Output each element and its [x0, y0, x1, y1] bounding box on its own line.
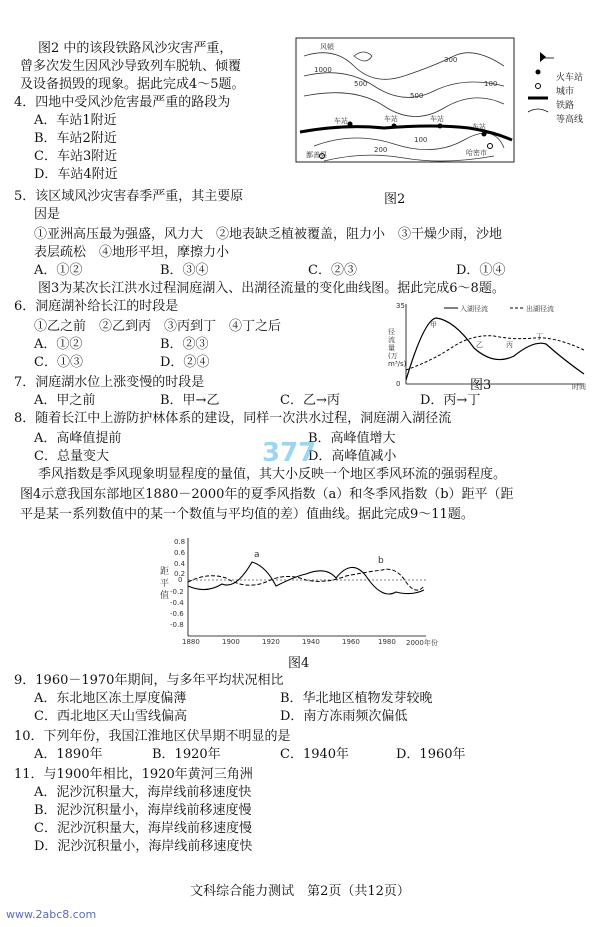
station-marker: [392, 124, 397, 129]
q8-option-a: A．高峰值提前: [34, 431, 122, 446]
q8-option-b: B．高峰值增大: [308, 431, 396, 446]
q5-statements: 表层疏松 ④地形平坦，摩擦力小: [34, 245, 230, 260]
y-tick: 35: [396, 302, 405, 310]
series-b-label: b: [378, 556, 384, 566]
q5-option-d: D．①④: [456, 263, 506, 278]
intro-line: 及设备损毁的现象。据此完成4～5题。: [20, 77, 245, 92]
question-4-stem: 4．四地中受风沙危害最严重的路段为: [14, 95, 231, 110]
question-5-stem-cont: 因是: [34, 207, 61, 222]
point-ding: 丁: [536, 333, 543, 341]
figure-4-caption: 图4: [288, 656, 310, 671]
q6-option-a: A．①②: [34, 337, 83, 352]
map-label: 哈密市: [466, 149, 487, 157]
railway-map: [294, 36, 584, 186]
q5-statements: ①亚洲高压最为强盛，风力大 ②地表缺乏植被覆盖，阻力小 ③干燥少雨，沙地: [34, 227, 503, 242]
y-tick: 0.8: [174, 538, 186, 546]
y-tick: 0.2: [174, 570, 186, 578]
map-label: 100: [414, 136, 428, 144]
map-label: 风頓: [320, 43, 334, 51]
map-label: 车站: [472, 123, 486, 131]
q5-option-b: B．③④: [160, 263, 209, 278]
q10-option-c: C．1940年: [280, 747, 350, 762]
legend-station: 火车站: [556, 73, 584, 83]
point-yi: 乙: [476, 341, 483, 349]
intro-3: 图4示意我国东部地区1880－2000年的夏季风指数（a）和冬季风指数（b）距平（距: [20, 487, 514, 502]
question-10-stem: 10．下列年份，我国江淮地区伏旱期不明显的是: [14, 729, 291, 744]
question-7-stem: 7．洞庭湖水位上涨变慢的时段是: [14, 375, 205, 390]
question-6-stem: 6．洞庭湖补给长江的时段是: [14, 299, 179, 314]
q6-option-b: B．②③: [160, 337, 209, 352]
legend-city: 城市: [556, 87, 575, 97]
y-tick: -0.6: [170, 610, 184, 618]
q6-option-c: C．①③: [34, 355, 83, 370]
q6-option-d: D．②④: [160, 355, 210, 370]
y-tick: -0.2: [170, 588, 184, 596]
q11-option-c: C．泥沙沉积量大，海岸线前移速度慢: [34, 821, 252, 836]
q9-option-d: D．南方冻雨频次偏低: [280, 709, 408, 724]
map-label: 500: [354, 80, 368, 88]
y-tick: -0.8: [170, 621, 184, 629]
q7-option-d: D．丙→丁: [420, 393, 481, 408]
map-label: 100: [484, 80, 498, 88]
y-tick: 0.6: [174, 549, 186, 557]
x-tick: 1960: [342, 638, 360, 646]
point-bing: 丙: [506, 341, 513, 349]
q5-option-a: A．①②: [34, 263, 83, 278]
q8-option-c: C．总量变大: [34, 449, 109, 464]
point-jia: 甲: [430, 321, 437, 329]
series-a-label: a: [254, 550, 260, 560]
x-tick: 1940: [302, 638, 320, 646]
q11-option-d: D．泥沙沉积量小，海岸线前移速度快: [34, 839, 253, 854]
map-label: 1000: [314, 66, 332, 74]
legend-inflow: 入湖径流: [460, 305, 488, 313]
city-marker: [488, 144, 493, 149]
q4-option-b: B．车站2附近: [34, 131, 117, 146]
map-label: 车站: [430, 115, 444, 123]
legend-railway: 铁路: [556, 101, 575, 111]
q8-option-d: D．高峰值减小: [308, 449, 397, 464]
map-label: 车站: [334, 117, 348, 125]
intro-3: 平是某一系列数值中的某一个数值与平均值的差）值曲线。据此完成9～11题。: [20, 507, 474, 522]
map-label: 车站: [384, 115, 398, 123]
figure-2-caption: 图2: [384, 192, 406, 207]
x-tick: 1900: [222, 638, 240, 646]
y-tick: 0: [178, 576, 183, 584]
intro-line: 图2 中的该段铁路风沙灾害严重，: [38, 41, 233, 56]
page-footer: 文科综合能力测试 第2页（共12页）: [190, 884, 410, 899]
q6-statements: ①乙之前 ②乙到丙 ③丙到丁 ④丁之后: [34, 319, 282, 334]
station-marker: [348, 122, 353, 127]
map-label: 500: [410, 92, 424, 100]
q9-option-a: A．东北地区冻土厚度偏薄: [34, 691, 187, 706]
q7-option-c: C．乙→丙: [280, 393, 340, 408]
legend-contour: 等高线: [556, 115, 584, 125]
map-label: 300: [444, 56, 458, 64]
y-axis-label: 径流量(万m³/s): [388, 328, 407, 368]
q4-option-d: D．车站4附近: [34, 167, 118, 182]
y-tick: 0: [396, 380, 401, 388]
figure-4-chart: [156, 536, 440, 652]
q7-option-a: A．甲之前: [34, 393, 96, 408]
q10-option-b: B．1920年: [152, 747, 221, 762]
q4-option-c: C．车站3附近: [34, 149, 118, 164]
q11-option-b: B．泥沙沉积量小，海岸线前移速度慢: [34, 803, 252, 818]
q9-option-c: C．西北地区天山雪线偏高: [34, 709, 187, 724]
map-label: 鄯善县: [306, 151, 327, 159]
legend-outflow: 出湖径流: [526, 305, 554, 313]
x-tick: 1880: [182, 638, 200, 646]
intro-line: 曾多次发生因风沙导致列车脱轨、倾覆: [20, 59, 242, 74]
monsoon-index-chart: [156, 536, 440, 652]
x-tick: 1980: [378, 638, 396, 646]
intro-3: 季风指数是季风现象明显程度的量值，其大小反映一个地区季风环流的强弱程度。: [38, 467, 507, 482]
figure-3-caption: 图3: [470, 378, 492, 393]
question-11-stem: 11．与1900年相比，1920年黄河三角洲: [14, 767, 253, 782]
q9-option-b: B．华北地区植物发芽较晚: [280, 691, 433, 706]
station-marker: [438, 124, 443, 129]
q7-option-b: B．甲→乙: [160, 393, 220, 408]
q4-option-a: A．车站1附近: [34, 113, 117, 128]
station-marker: [482, 132, 487, 137]
question-9-stem: 9．1960－1970年期间，与多年平均状况相比: [14, 673, 284, 688]
x-tick: 2000年份: [406, 639, 438, 647]
q10-option-a: A．1890年: [34, 747, 103, 762]
y-tick: 0.4: [174, 560, 186, 568]
figure-2-map: [294, 36, 584, 186]
q5-option-c: C．②③: [308, 263, 357, 278]
question-5-stem: 5．该区域风沙灾害春季严重，其主要原: [14, 189, 244, 204]
map-label: 200: [374, 146, 388, 154]
watermark: 377: [262, 438, 317, 468]
y-tick: -0.4: [170, 599, 184, 607]
q10-option-d: D．1960年: [396, 747, 466, 762]
x-tick: 1920: [262, 638, 280, 646]
q11-option-a: A．泥沙沉积量大，海岸线前移速度快: [34, 785, 252, 800]
question-8-stem: 8．随着长江中上游防护林体系的建设，同样一次洪水过程，洞庭湖入湖径流: [14, 411, 452, 426]
site-url: www.2abc8.com: [6, 908, 97, 921]
y-axis-label: 距平值: [160, 567, 170, 601]
x-axis-label: 时间: [572, 383, 586, 391]
intro-2: 图3为某次长江洪水过程洞庭湖入、出湖径流量的变化曲线图。据此完成6～8题。: [38, 281, 505, 296]
